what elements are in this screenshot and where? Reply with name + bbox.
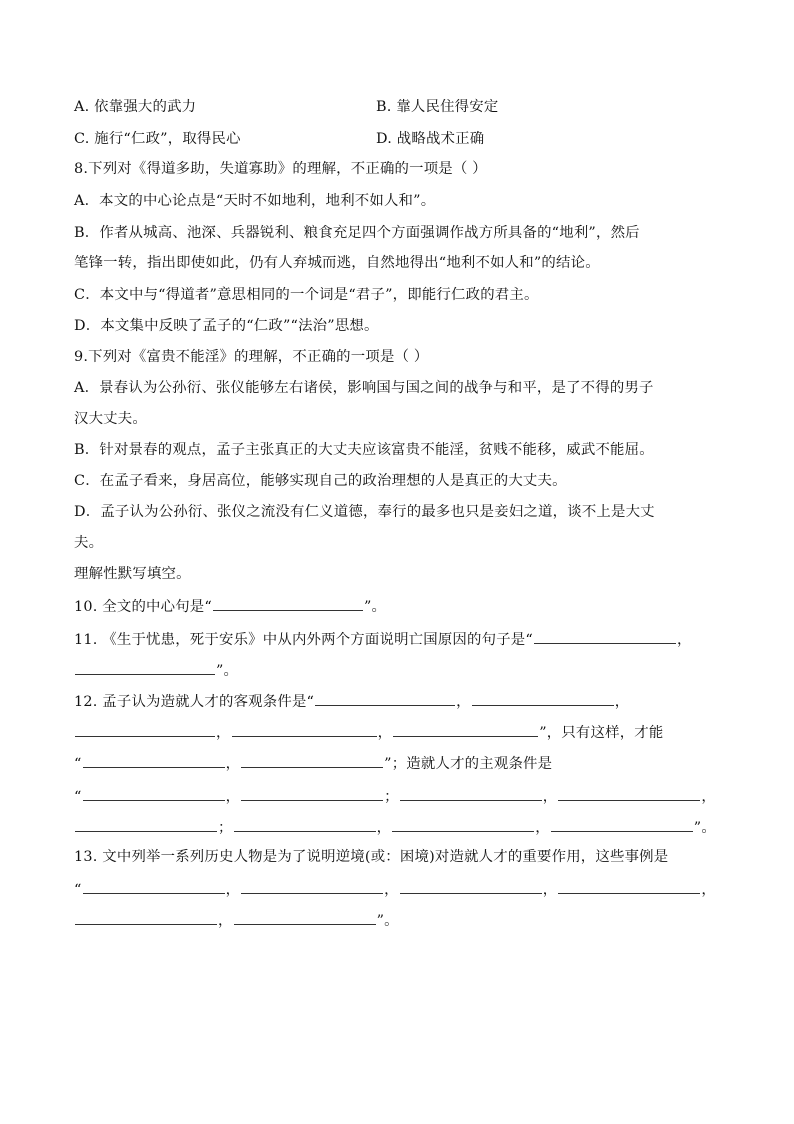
section-title: 理解性默写填空。 <box>74 566 191 582</box>
q8-stem: 8.下列对《得道多助，失道寡助》的理解，不正确的一项是（ ） <box>74 161 487 177</box>
q9-option-b: B．针对景春的观点，孟子主张真正的大丈夫应该富贵不能淫，贫贱不能移，威武不能屈。 <box>74 442 654 458</box>
q12-prefix: 12. 孟子认为造就人才的客观条件是“ <box>74 694 315 710</box>
q9-option-c: C．在孟子看来，身居高位，能够实现自己的政治理想的人是真正的大丈夫。 <box>74 473 567 489</box>
q10-answer-blank[interactable] <box>213 595 363 611</box>
q12-result-blank-2[interactable] <box>241 752 383 768</box>
q11-answer-blank-2[interactable] <box>75 659 215 675</box>
q8-option-d: D．本文集中反映了孟子的“仁政”“法治”思想。 <box>74 318 379 334</box>
q11-line1 <box>74 628 692 650</box>
q12-subjective-blank-1[interactable] <box>83 785 225 801</box>
q10 <box>74 595 386 617</box>
q12-subjective-blank-3[interactable] <box>400 785 542 801</box>
q13-example-blank-3[interactable] <box>400 878 542 894</box>
q13-example-blank-1[interactable] <box>83 878 225 894</box>
q12-subjective-blank-6[interactable] <box>234 816 376 832</box>
q11-answer-blank-1[interactable] <box>534 628 676 644</box>
q12-objective-blank-5[interactable] <box>393 721 538 737</box>
q9-option-d-line2: 夫。 <box>74 535 104 551</box>
q8-option-b-line1: B．作者从城高、池深、兵器锐利、粮食充足四个方面强调作战方所具备的“地利”，然后 <box>74 225 640 241</box>
q9-option-d-line1: D．孟子认为公孙衍、张仪之流没有仁义道德，奉行的最多也只是妾妇之道，谈不上是大丈 <box>74 504 655 520</box>
q13-example-blank-2[interactable] <box>241 878 383 894</box>
q12-line3: “ ， ”；造就人才的主观条件是 <box>74 752 552 774</box>
q7-option-b: B. 靠人民住得安定 <box>376 99 499 115</box>
q12-line1: 12. 孟子认为造就人才的客观条件是“ ， ， <box>74 690 629 712</box>
q10-prefix: 10. 全文的中心句是“ <box>74 599 212 615</box>
q8-option-c: C．本文中与“得道者”意思相同的一个词是“君子”，即能行仁政的君主。 <box>74 287 539 303</box>
q12-subjective-blank-2[interactable] <box>241 785 383 801</box>
q13-line3: ， ”。 <box>74 909 399 931</box>
q12-line4: “ ， ； ， ， <box>74 785 716 807</box>
q12-subjective-blank-4[interactable] <box>558 785 700 801</box>
q10-suffix: ”。 <box>363 599 387 615</box>
q12-subjective-blank-5[interactable] <box>75 816 217 832</box>
q13-example-blank-6[interactable] <box>234 909 376 925</box>
q11-suffix: ”。 <box>216 663 239 679</box>
q13-line2: “ ， ， ， ， <box>74 878 716 900</box>
q12-subjective-blank-8[interactable] <box>551 816 693 832</box>
q8-option-b-line2: 笔锋一转，指出即使如此，仍有人弃城而逃，自然地得出“地利不如人和”的结论。 <box>74 255 600 271</box>
q12-mid2: ”；造就人才的主观条件是 <box>384 756 553 772</box>
q13-example-blank-5[interactable] <box>75 909 217 925</box>
q12-objective-blank-2[interactable] <box>472 690 614 706</box>
q12-objective-blank-3[interactable] <box>75 721 215 737</box>
q11-prefix: 11. 《生于忧患，死于安乐》中从内外两个方面说明亡国原因的句子是“ <box>74 632 533 648</box>
q11-comma: ， <box>676 632 692 648</box>
q9-option-a-line1: A．景春认为公孙衍、张仪能够左右诸侯，影响国与国之间的战争与和平，是了不得的男子 <box>74 380 654 396</box>
q11-line2 <box>74 659 238 681</box>
q13-example-blank-4[interactable] <box>558 878 700 894</box>
q7-option-d: D. 战略战术正确 <box>376 131 485 147</box>
q12-subjective-blank-7[interactable] <box>392 816 534 832</box>
q12-objective-blank-1[interactable] <box>315 690 455 706</box>
q9-stem: 9.下列对《富贵不能淫》的理解，不正确的一项是（ ） <box>74 349 429 365</box>
q12-line2: ， ， ”，只有这样，才能 <box>74 721 663 743</box>
q9-option-a-line2: 汉大丈夫。 <box>74 411 147 427</box>
q12-line5: ； ， ， ”。 <box>74 816 716 838</box>
q7-option-a: A. 依靠强大的武力 <box>74 99 197 115</box>
q12-mid1: ”，只有这样，才能 <box>539 725 664 741</box>
q8-option-a: A．本文的中心论点是“天时不如地利，地利不如人和”。 <box>74 193 436 209</box>
q13-line1: 13. 文中列举一系列历史人物是为了说明逆境(或：困境)对造就人才的重要作用，这些事例是 <box>74 849 669 865</box>
q7-option-c: C. 施行“仁政”，取得民心 <box>74 131 241 147</box>
q12-objective-blank-4[interactable] <box>232 721 377 737</box>
q13-suffix: ”。 <box>376 913 399 929</box>
q12-suffix: ”。 <box>693 820 716 836</box>
q12-result-blank-1[interactable] <box>83 752 225 768</box>
